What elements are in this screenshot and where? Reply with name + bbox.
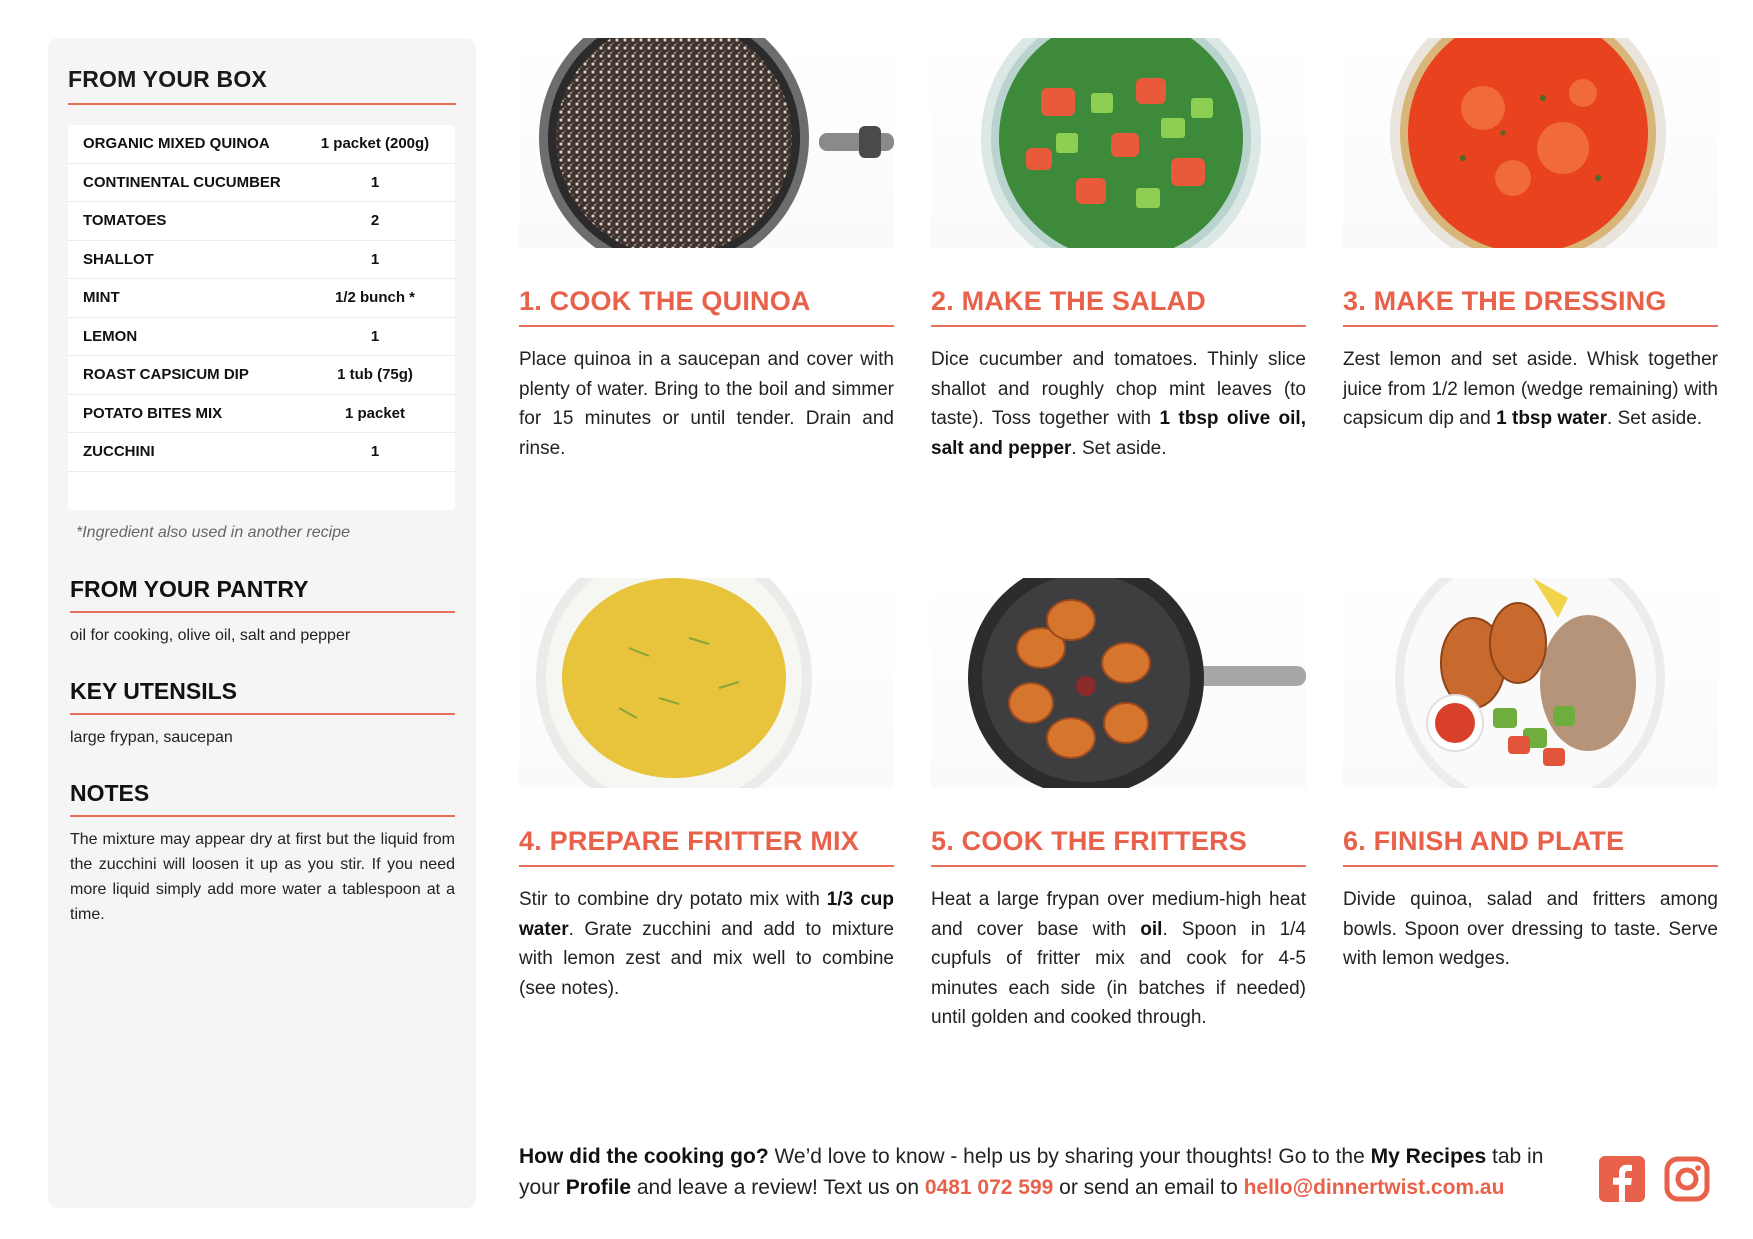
ingredient-name: CONTINENTAL CUCUMBER	[83, 173, 281, 191]
step-3	[1343, 38, 1718, 434]
bold-text: 1 tbsp water	[1496, 408, 1608, 429]
text-run: Stir to combine dry potato mix with	[519, 889, 827, 910]
text-run: . Set aside.	[1607, 408, 1703, 429]
pantry-text: oil for cooking, olive oil, salt and pepper	[70, 626, 351, 644]
instagram-icon[interactable]	[1664, 1156, 1710, 1202]
ingredient-name: ORGANIC MIXED QUINOA	[83, 135, 270, 153]
step-6-photo	[1343, 578, 1718, 788]
text-run: tab in your	[519, 1145, 1544, 1199]
step-1-photo	[519, 38, 894, 248]
ingredient-qty: 1 packet (200g)	[320, 135, 430, 153]
bold-text: My Recipes	[1370, 1145, 1487, 1168]
step-4-photo	[519, 578, 894, 788]
ingredient-qty: 1 tub (75g)	[337, 366, 413, 384]
step-2-photo	[931, 38, 1306, 248]
ingredient-row	[68, 433, 455, 472]
ingredient-name: ZUCCHINI	[83, 443, 155, 461]
text-run: . Grate zucchini and add to mixture with lemon zest and mix well to combine (see notes).	[519, 918, 894, 999]
ingredient-name: LEMON	[83, 327, 138, 345]
step-1	[519, 38, 894, 463]
bold-text: How did the cooking go?	[519, 1145, 769, 1168]
text-run: or send an email to	[1053, 1176, 1244, 1199]
facebook-icon[interactable]	[1599, 1156, 1645, 1202]
phone-link[interactable]: 0481 072 599	[924, 1176, 1054, 1199]
step-2-text	[931, 345, 1306, 463]
bold-text: oil	[1140, 918, 1163, 940]
dressing-bowl-image	[1343, 38, 1718, 248]
text-run: Divide quinoa, salad and fritters among bowls. Spoon over dressing to taste. Serve with lemon wedges.	[1343, 889, 1718, 969]
step-6-text	[1343, 885, 1718, 974]
step-5	[931, 578, 1306, 1033]
step-6-title: 6. FINISH AND PLATE	[1343, 826, 1718, 867]
salad-bowl-image	[931, 38, 1306, 248]
ingredient-qty: 1/2 bunch *	[334, 289, 416, 307]
ingredient-qty: 1	[370, 327, 380, 345]
pantry-section	[68, 576, 456, 648]
ingredient-row	[68, 241, 455, 280]
text-run: . Spoon in 1/4 cupfuls of fritter mix and cook for 4-5 minutes each side (in batches if needed) until golden and cooked through.	[931, 918, 1306, 1028]
text-run: Zest lemon and set aside. Whisk together juice from 1/2 lemon (wedge remaining) with capsicum dip and	[1343, 349, 1718, 429]
notes-title: NOTES	[70, 780, 455, 817]
ingredients-table	[68, 125, 455, 510]
step-4-text	[519, 885, 894, 1003]
ingredient-name: POTATO BITES MIX	[83, 404, 223, 422]
quinoa-sieve-image	[519, 38, 894, 248]
bold-text: 1 tbsp olive oil, salt and pepper	[931, 408, 1306, 459]
ingredient-name: ROAST CAPSICUM DIP	[83, 366, 249, 384]
utensils-text: large frypan, saucepan	[70, 728, 233, 746]
text-run: . Set aside.	[1071, 437, 1167, 459]
ingredient-row	[68, 202, 455, 241]
bold-text: 1/3 cup water	[519, 889, 894, 940]
step-6	[1343, 578, 1718, 974]
review-prompt	[519, 1141, 1579, 1203]
ingredient-qty: 2	[370, 212, 380, 230]
plated-dish-image	[1343, 578, 1718, 788]
ingredient-row	[68, 279, 455, 318]
step-4-title: 4. PREPARE FRITTER MIX	[519, 826, 894, 867]
step-2-title: 2. MAKE THE SALAD	[931, 286, 1306, 327]
utensils-section	[68, 678, 456, 750]
frypan-fritters-image	[931, 578, 1306, 788]
notes-text: The mixture may appear dry at first but the liquid from the zucchini will loosen it up as you stir. If you need more liquid simply add more water a tablespoon at a time.	[70, 830, 455, 923]
step-5-photo	[931, 578, 1306, 788]
ingredient-qty: 1	[370, 173, 380, 191]
ingredient-qty: 1	[370, 250, 380, 268]
fritter-mix-image	[519, 578, 894, 788]
sidebar	[48, 38, 476, 1208]
step-4	[519, 578, 894, 1003]
utensils-title: KEY UTENSILS	[70, 678, 455, 715]
step-5-text	[931, 885, 1306, 1033]
ingredient-row	[68, 395, 455, 434]
text-run: and leave a review! Text us on	[631, 1176, 925, 1199]
text-run: We’d love to know - help us by sharing your thoughts! Go to the	[768, 1145, 1371, 1168]
step-2	[931, 38, 1306, 463]
text-run: Heat a large frypan over medium-high heat and cover base with	[931, 889, 1306, 940]
ingredient-name: SHALLOT	[83, 250, 154, 268]
step-1-title: 1. COOK THE QUINOA	[519, 286, 894, 327]
step-3-photo	[1343, 38, 1718, 248]
from-your-box-title: FROM YOUR BOX	[68, 66, 456, 105]
ingredient-row	[68, 318, 455, 357]
footnote: *Ingredient also used in another recipe	[76, 523, 350, 541]
notes-section	[68, 780, 456, 927]
text-run: Place quinoa in a saucepan and cover with plenty of water. Bring to the boil and simmer for 15 minutes or until tender. Drain and rinse.	[519, 349, 894, 459]
step-1-text	[519, 345, 894, 463]
ingredient-row	[68, 164, 455, 203]
ingredient-name: TOMATOES	[83, 212, 167, 230]
ingredient-qty: 1	[370, 443, 380, 461]
ingredient-row	[68, 125, 455, 164]
ingredient-row	[68, 356, 455, 395]
email-link[interactable]: hello@dinnertwist.com.au	[1243, 1176, 1505, 1199]
bold-text: Profile	[565, 1176, 632, 1199]
text-run: Dice cucumber and tomatoes. Thinly slice shallot and roughly chop mint leaves (to taste). Toss together with	[931, 349, 1306, 429]
ingredient-qty: 1 packet	[344, 404, 406, 422]
ingredient-name: MINT	[83, 289, 120, 307]
pantry-title: FROM YOUR PANTRY	[70, 576, 455, 613]
step-3-text	[1343, 345, 1718, 434]
step-5-title: 5. COOK THE FRITTERS	[931, 826, 1306, 867]
step-3-title: 3. MAKE THE DRESSING	[1343, 286, 1718, 327]
ingredient-row-empty	[68, 472, 455, 510]
